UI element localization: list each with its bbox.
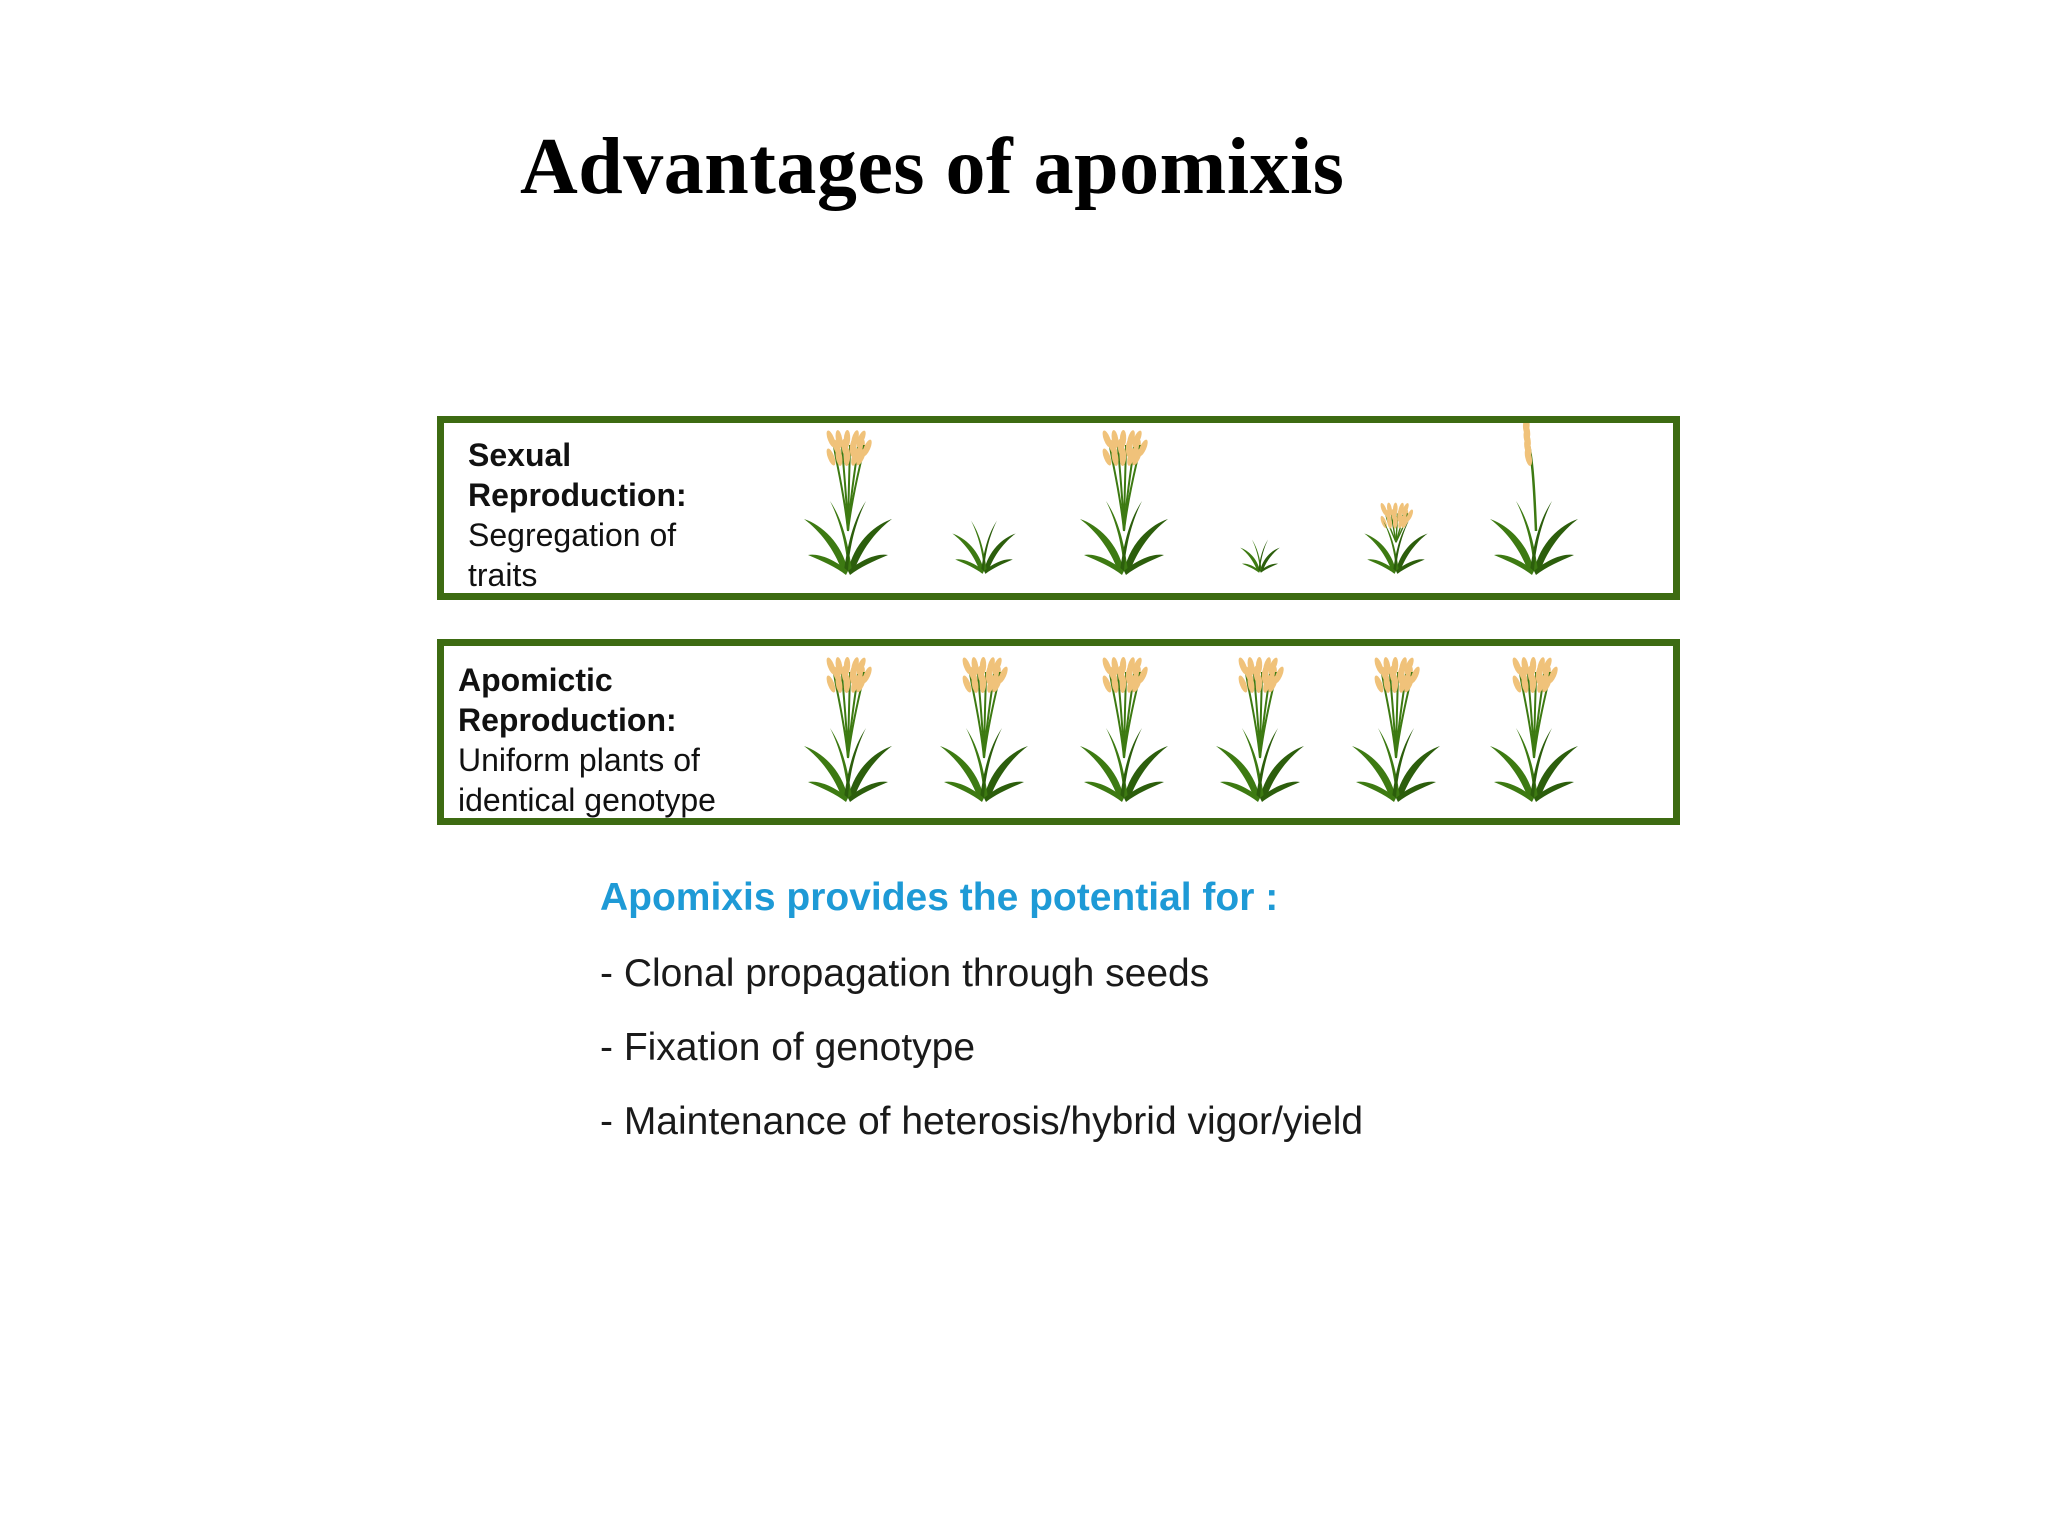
plant-icon [940, 656, 1028, 802]
advantages-list [600, 950, 1363, 1172]
plant-icon [1364, 502, 1427, 574]
sexual-desc-line2: traits [468, 557, 538, 593]
sexual-plants-illustration [444, 423, 1673, 595]
plant-icon [1080, 656, 1168, 802]
advantage-item: - Maintenance of heterosis/hybrid vigor/yield [600, 1100, 1364, 1143]
plant-icon [1080, 429, 1168, 575]
apomictic-desc-line1: Uniform plants of [458, 742, 700, 778]
plant-icon [804, 429, 892, 575]
apomictic-desc-line2: identical genotype [458, 782, 716, 818]
apomictic-label-line2: Reproduction: [458, 702, 677, 738]
plant-icon [1240, 540, 1280, 573]
plant-icon [1216, 656, 1304, 802]
sexual-label-line2: Reproduction: [468, 477, 687, 513]
sexual-plants [444, 423, 1673, 593]
advantage-item: - Fixation of genotype [600, 1026, 976, 1069]
plant-icon [1352, 656, 1440, 802]
apomictic-reproduction-panel [437, 639, 1680, 825]
sexual-label-line1: Sexual [468, 437, 572, 473]
potential-heading: Apomixis provides the potential for : [600, 876, 1279, 919]
apomictic-plants [444, 646, 1673, 818]
sexual-reproduction-panel [437, 416, 1680, 600]
advantage-item: - Clonal propagation through seeds [600, 952, 1210, 995]
plant-icon [1490, 423, 1578, 575]
plant-icon [1490, 656, 1578, 802]
sexual-desc-line1: Segregation of [468, 517, 677, 553]
apomictic-label-line1: Apomictic [458, 662, 613, 698]
plant-icon [804, 656, 892, 802]
slide-title: Advantages of apomixis [520, 123, 1345, 211]
apomictic-plants-illustration [444, 646, 1673, 818]
plant-icon [952, 521, 1015, 574]
